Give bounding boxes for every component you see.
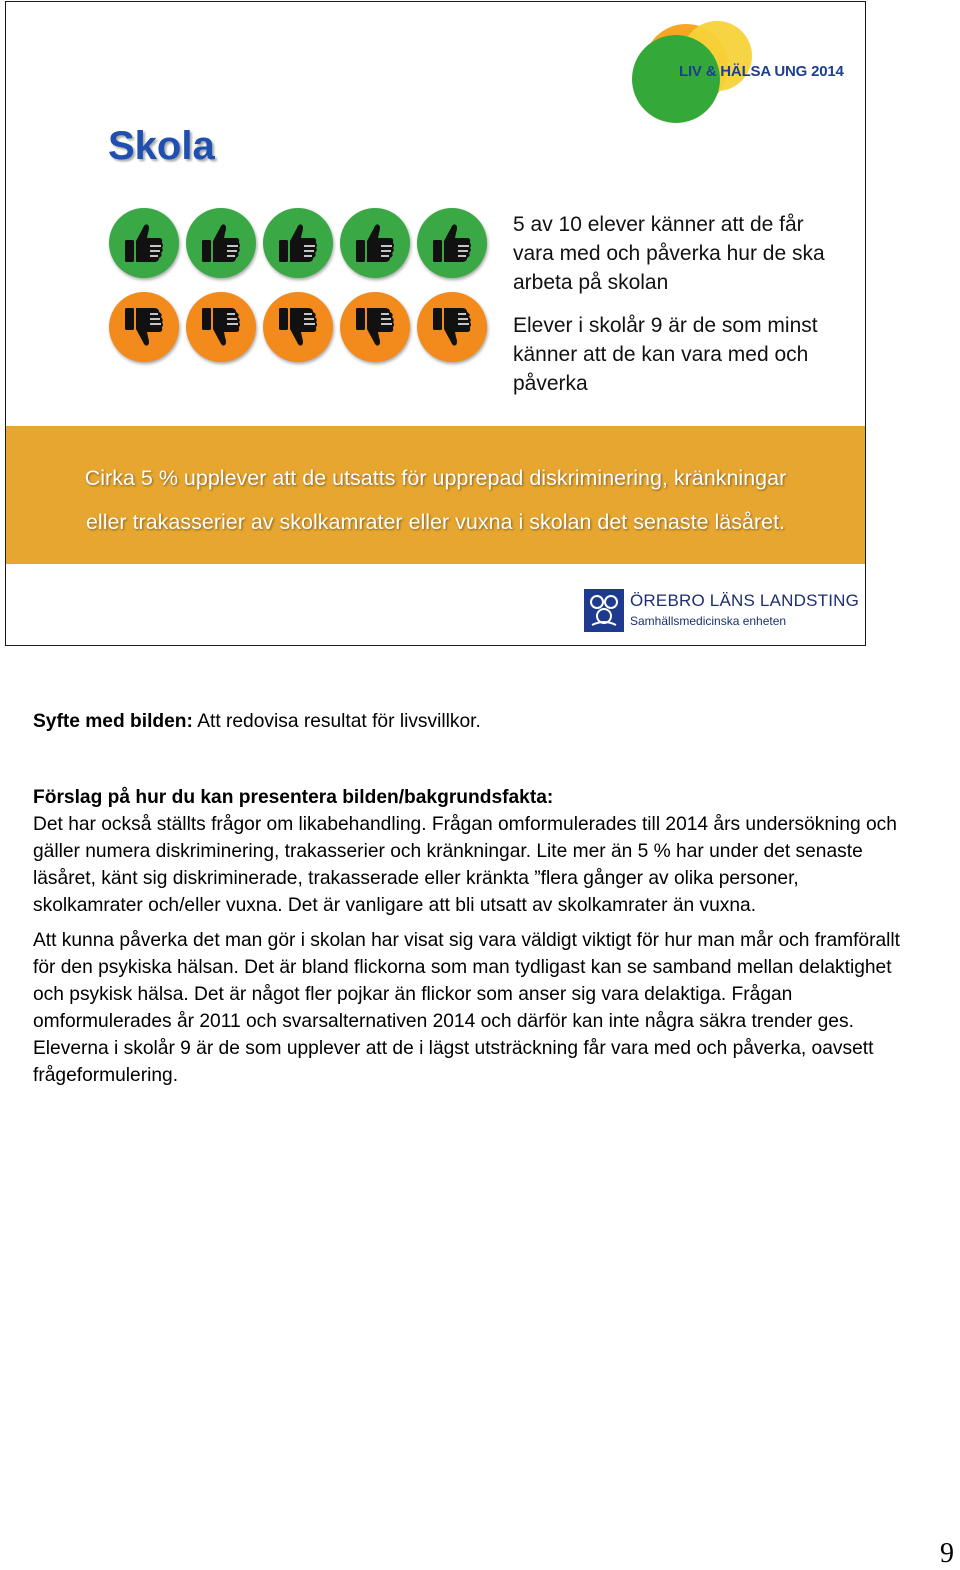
slide-title: Skola <box>108 124 215 168</box>
notes-paragraph-2: Att kunna påverka det man gör i skolan har visat sig vara väldigt viktigt för hur man mår och framförallt för den psykiska hälsan. Det är bland flickorna som man tydligast kan se samband mellan delaktighet och psykisk hälsa. Det är något fler pojkar än flickor som anser sig vara delaktiga. Frågan omformulerades år 2011 och svarsalternativen 2014 och därför kan inte några säkra trender ges. Eleverna i skolår 9 är de som upplever att de i lägst utsträckning får vara med och påverka, oavsett frågeformulering. <box>33 930 901 1086</box>
speaker-notes <box>33 708 913 1089</box>
brand-text: LIV & HÄLSA UNG 2014 <box>679 63 844 80</box>
org-unit: Samhällsmedicinska enheten <box>630 614 787 628</box>
org-emblem-icon <box>584 589 624 632</box>
thumbs-down-icon <box>417 292 487 362</box>
org-name: ÖREBRO LÄNS LANDSTING <box>630 591 860 610</box>
key-point-grade9: Elever i skolår 9 är de som minst känner att de kan vara med och påverka <box>513 314 818 395</box>
highlight-banner <box>6 426 865 564</box>
thumbs-down-icon <box>186 292 256 362</box>
thumbs-down-icon <box>340 292 410 362</box>
banner-line-2: eller trakasserier av skolkamrater eller vuxna i skolan det senaste läsåret. <box>85 510 786 534</box>
thumbs-up-icon <box>186 208 256 278</box>
thumbs-down-icon <box>263 292 333 362</box>
notes-paragraph-1: Det har också ställts frågor om likabehandling. Frågan omformulerades till 2014 års undersökning och gäller numera diskriminering, trakasserier och kränkningar. Lite mer än 5 % har under det senaste läsåret, känt sig diskriminerade, trakasserade eller kränkta ”flera gånger av olika personer, skolkamrater och/eller vuxna. Det är vanligare att bli utsatt av skolkamrater än vuxna. <box>33 814 897 916</box>
banner-line-1: Cirka 5 % upplever att de utsatts för upprepad diskriminering, kränkningar <box>84 466 787 490</box>
thumbs-up-icon <box>340 208 410 278</box>
brand-logo <box>632 21 852 121</box>
slide <box>5 1 866 646</box>
thumb-icons <box>109 208 499 368</box>
page-number: 9 <box>940 1538 954 1569</box>
thumbs-up-icon <box>417 208 487 278</box>
suggestion-heading: Förslag på hur du kan presentera bilden/bakgrundsfakta: <box>33 787 554 808</box>
thumbs-down-icon <box>109 292 179 362</box>
org-logo-block <box>584 589 860 635</box>
key-point-participation: 5 av 10 elever känner att de får vara med och påverka hur de ska arbeta på skolan <box>513 213 825 294</box>
key-points <box>513 210 843 412</box>
purpose-label: Syfte med bilden: <box>33 711 193 732</box>
thumbs-up-icon <box>263 208 333 278</box>
thumbs-up-icon <box>109 208 179 278</box>
purpose-line <box>33 708 913 735</box>
purpose-text: Att redovisa resultat för livsvillkor. <box>192 711 481 732</box>
